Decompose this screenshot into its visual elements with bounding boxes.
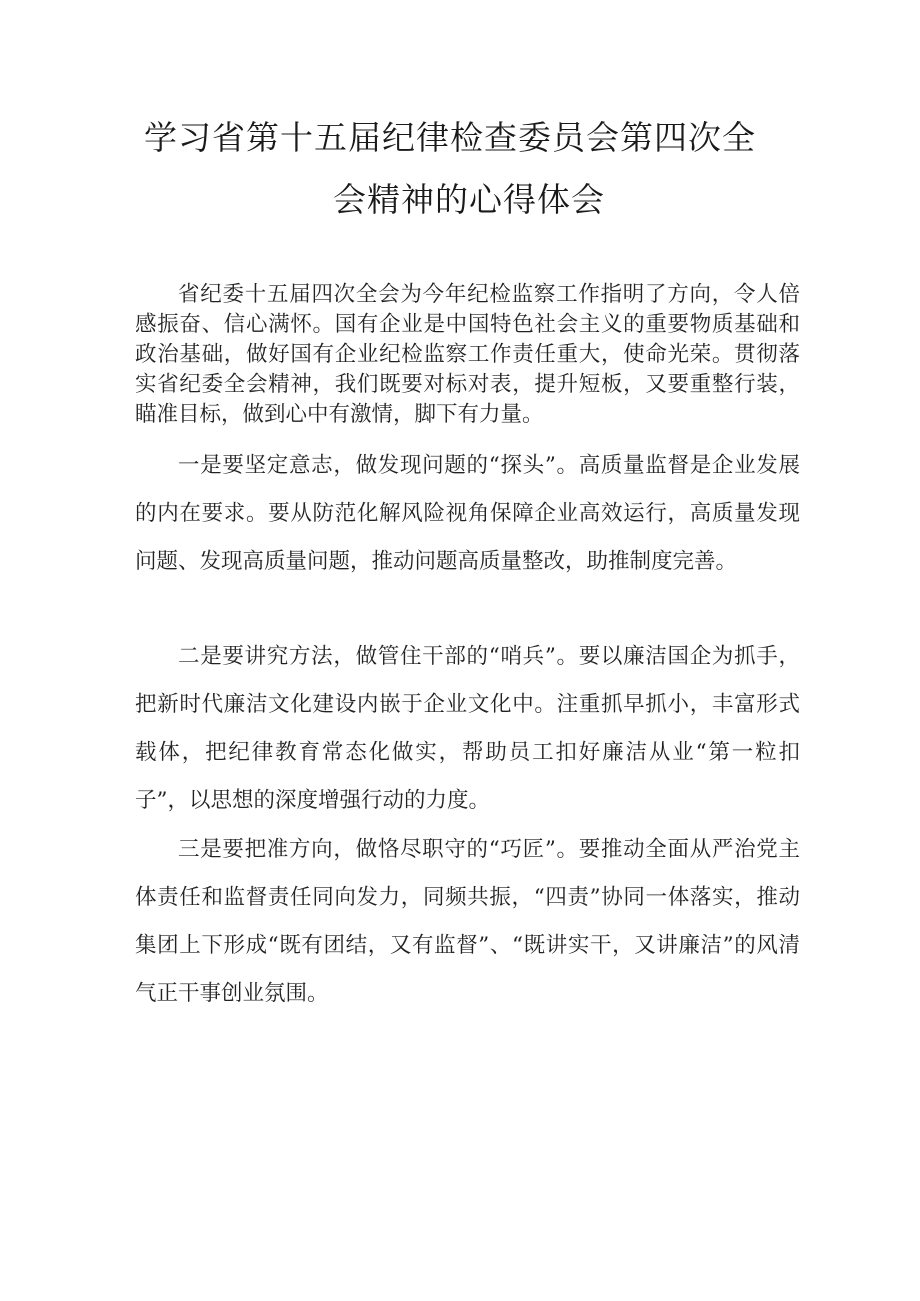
paragraph-intro: 省纪委十五届四次全会为今年纪检监察工作指明了方向，令人倍感振奋、信心满怀。国有企业是中国特色社会主义的重要物质基础和政治基础，做好国有企业纪检监察工作责任重大，使命光荣。贯彻落实省纪委全会精神，我们既要对标对表，提升短板，又要重整行装，瞄准目标，做到心中有激情，脚下有力量。 — [135, 282, 800, 427]
document-title-line-2: 会精神的心得体会 — [333, 180, 605, 219]
paragraph-point-two: 二是要讲究方法，做管住干部的“哨兵”。要以廉洁国企为抓手，把新时代廉洁文化建设内嵌于企业文化中。注重抓早抓小，丰富形式载体，把纪律教育常态化做实，帮助员工扣好廉洁从业“第一粒扣子”，以思想的深度增强行动的力度。 — [135, 644, 800, 813]
paragraph-point-three: 三是要把准方向，做恪尽职守的“巧匠”。要推动全面从严治党主体责任和监督责任同向发力，同频共振，“四责”协同一体落实，推动集团上下形成“既有团结，又有监督”、“既讲实干，又讲廉洁”的风清气正干事创业氛围。 — [135, 837, 800, 1006]
document-title-line-1: 学习省第十五届纪律检查委员会第四次全 — [144, 118, 756, 157]
paragraph-point-one: 一是要坚定意志，做发现问题的“探头”。高质量监督是企业发展的内在要求。要从防范化解风险视角保障企业高效运行，高质量发现问题、发现高质量问题，推动问题高质量整改，助推制度完善。 — [135, 453, 800, 574]
